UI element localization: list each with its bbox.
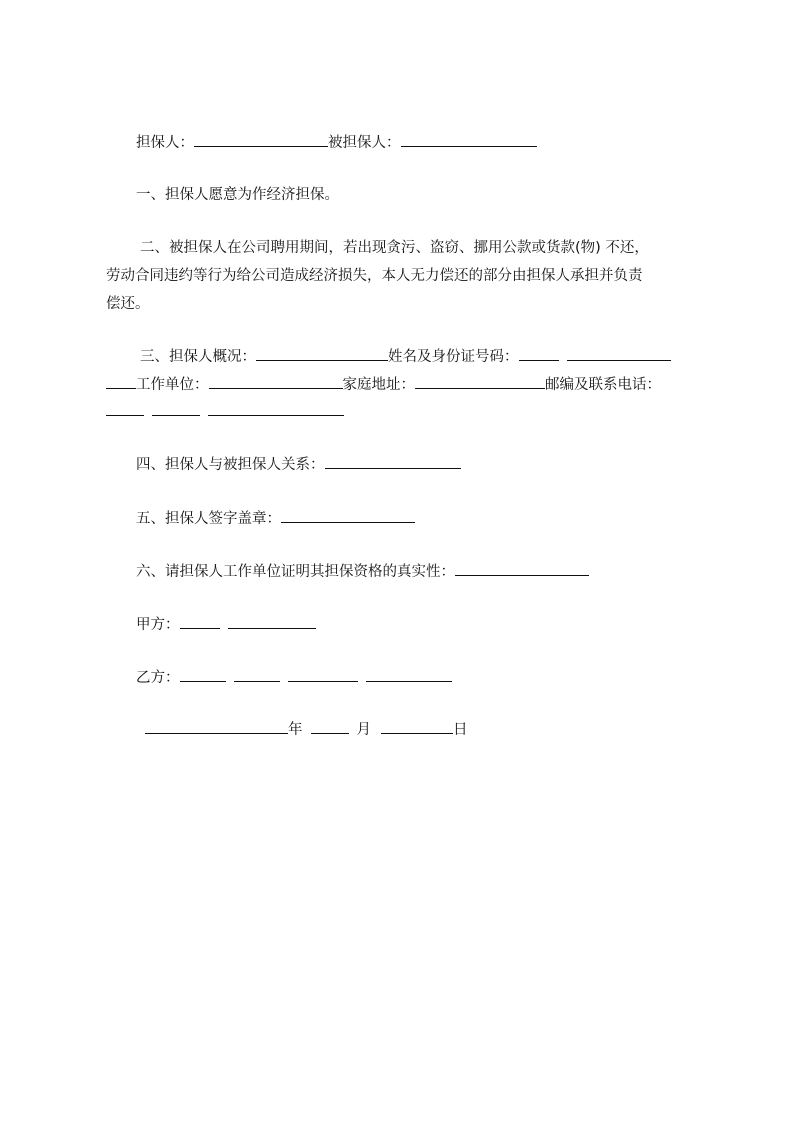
- party-a-blank-2[interactable]: [228, 614, 316, 629]
- guaranteed-blank[interactable]: [401, 132, 537, 147]
- relationship-blank[interactable]: [325, 454, 461, 469]
- postcode-phone-label: 邮编及联系电话：: [545, 377, 661, 393]
- phone-blank-1[interactable]: [152, 401, 200, 416]
- day-label: 日: [453, 722, 468, 738]
- signature-label: 五、担保人签字盖章：: [136, 511, 281, 527]
- clause-2-line-3: 偿还。: [106, 296, 150, 312]
- employer-certification-blank[interactable]: [455, 561, 589, 576]
- name-id-blank-1[interactable]: [519, 346, 559, 361]
- signature-blank[interactable]: [281, 508, 415, 523]
- guarantor-blank[interactable]: [194, 132, 328, 147]
- party-a-label: 甲方：: [136, 617, 180, 633]
- work-unit-blank[interactable]: [209, 374, 343, 389]
- header-line: [136, 132, 537, 153]
- name-id-blank-3[interactable]: [106, 374, 136, 389]
- date-line: [145, 719, 468, 740]
- clause-3-line-3: [106, 401, 344, 422]
- party-b-blank-3[interactable]: [288, 667, 358, 682]
- party-b-blank-1[interactable]: [180, 667, 226, 682]
- work-unit-label: 工作单位：: [136, 377, 209, 393]
- home-address-blank[interactable]: [415, 374, 545, 389]
- party-a-blank-1[interactable]: [180, 614, 220, 629]
- employer-certification-label: 六、请担保人工作单位证明其担保资格的真实性：: [136, 564, 455, 580]
- clause-1: 一、担保人愿意为作经济担保。: [136, 187, 339, 203]
- name-id-label: 姓名及身份证号码：: [388, 349, 519, 365]
- guarantor-overview-label: 三、担保人概况：: [140, 349, 256, 365]
- name-id-blank-2[interactable]: [567, 346, 671, 361]
- party-b-line: [136, 667, 452, 688]
- party-b-blank-4[interactable]: [366, 667, 452, 682]
- postcode-blank[interactable]: [106, 401, 144, 416]
- clause-2-line-1: 二、被担保人在公司聘用期间，若出现贪污、盗窃、挪用公款或货款(物) 不还，: [140, 240, 649, 256]
- clause-4: [136, 454, 461, 475]
- party-a-line: [136, 614, 316, 635]
- relationship-label: 四、担保人与被担保人关系：: [136, 457, 325, 473]
- day-blank[interactable]: [381, 719, 453, 734]
- party-b-blank-2[interactable]: [234, 667, 280, 682]
- year-blank[interactable]: [145, 719, 288, 734]
- clause-3-line-2: [106, 374, 661, 395]
- guaranteed-label: 被担保人：: [328, 135, 401, 151]
- phone-blank-2[interactable]: [208, 401, 344, 416]
- clause-3-line-1: [140, 346, 671, 367]
- month-blank[interactable]: [311, 719, 349, 734]
- clause-5: [136, 508, 415, 529]
- home-address-label: 家庭地址：: [342, 377, 415, 393]
- clause-6: [136, 561, 589, 582]
- party-b-label: 乙方：: [136, 670, 180, 686]
- month-label: 月: [356, 722, 371, 738]
- clause-2-line-2: 劳动合同违约等行为给公司造成经济损失，本人无力偿还的部分由担保人承担并负责: [106, 268, 643, 284]
- guarantor-label: 担保人：: [136, 135, 194, 151]
- year-label: 年: [288, 722, 303, 738]
- overview-blank[interactable]: [256, 346, 388, 361]
